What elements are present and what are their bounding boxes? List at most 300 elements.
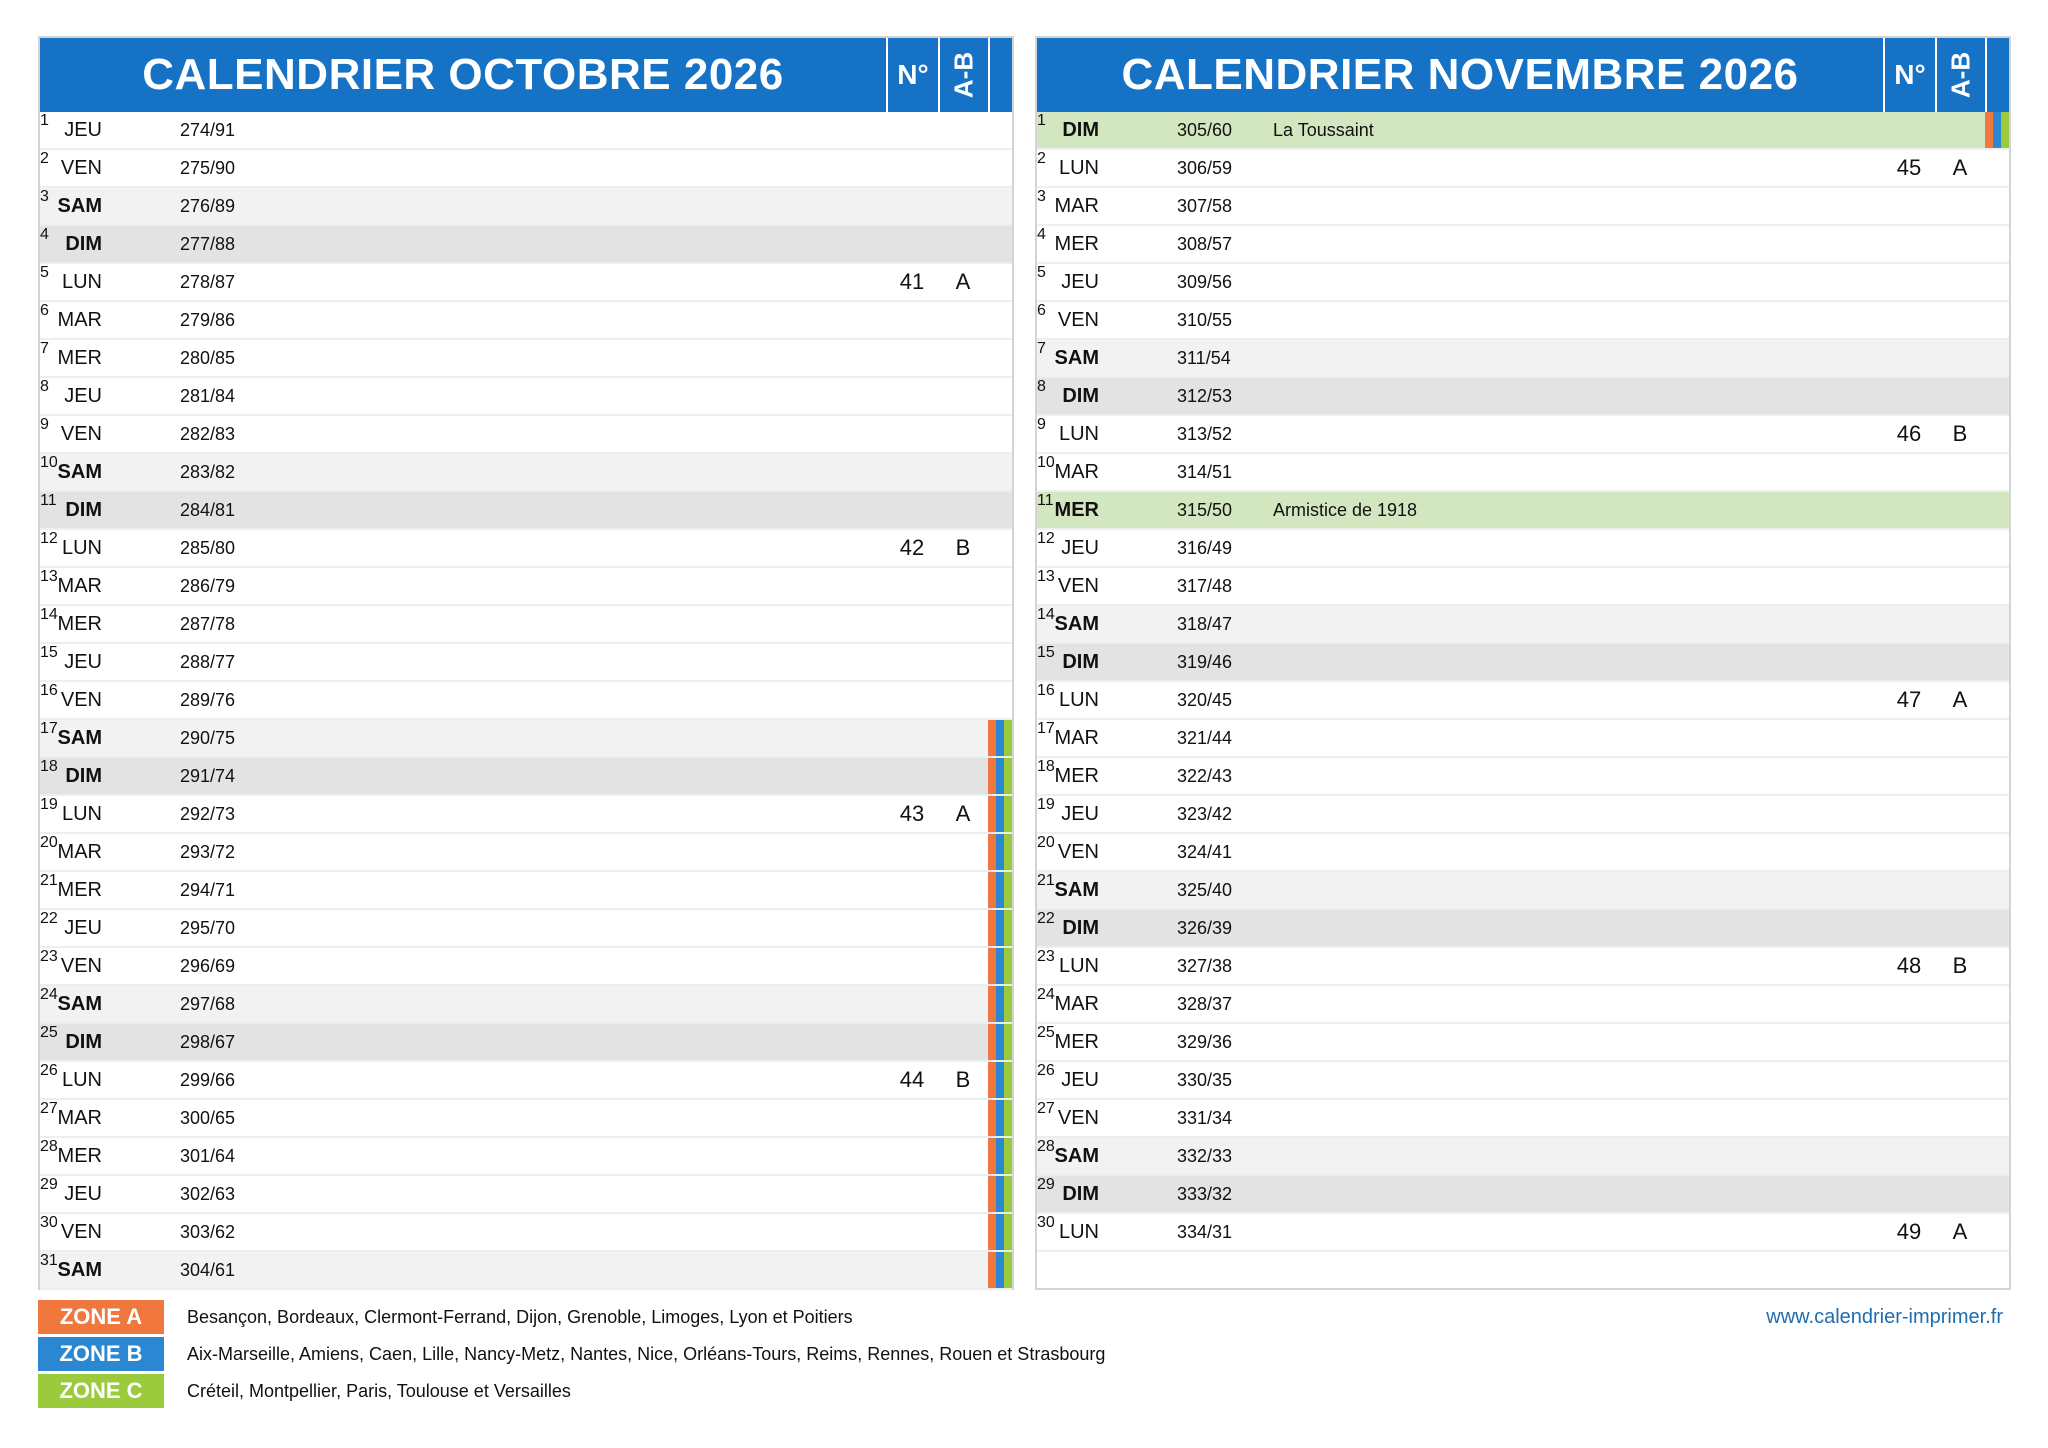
october-header — [40, 38, 1012, 112]
zone-bar — [988, 872, 996, 908]
day-number: 7 — [40, 340, 49, 357]
day-of-year: 301/64 — [180, 1146, 236, 1166]
day-name: SAM — [1054, 347, 1099, 369]
day-number: 20 — [1037, 834, 1055, 851]
october-days — [40, 112, 1012, 1290]
day-of-year: 296/69 — [180, 956, 236, 976]
day-row — [1037, 112, 2009, 150]
day-of-year: 304/61 — [180, 1260, 236, 1280]
week-ab: B — [1952, 421, 1968, 446]
day-number: 4 — [1037, 226, 1046, 243]
day-row — [40, 758, 1012, 796]
november-calendar — [1035, 36, 2011, 1290]
day-row — [1037, 188, 2009, 226]
day-number: 3 — [40, 188, 49, 205]
day-of-year: 326/39 — [1177, 918, 1233, 938]
zone-bar — [1004, 910, 1012, 946]
zone-bar — [988, 948, 996, 984]
day-name: JEU — [1061, 1069, 1099, 1091]
week-number: 49 — [1896, 1219, 1922, 1244]
day-row — [1037, 1176, 2009, 1214]
day-row — [1037, 682, 2009, 720]
october-title: CALENDRIER OCTOBRE 2026 — [142, 50, 784, 99]
day-of-year: 298/67 — [180, 1032, 236, 1052]
zone-bar — [996, 796, 1004, 832]
day-name: VEN — [1057, 841, 1099, 863]
day-of-year: 285/80 — [180, 538, 236, 558]
day-name: MAR — [57, 309, 102, 331]
day-number: 21 — [40, 872, 58, 889]
day-name: LUN — [61, 1069, 102, 1091]
day-number: 10 — [1037, 454, 1055, 471]
week-number: 48 — [1896, 953, 1922, 978]
day-of-year: 332/33 — [1177, 1146, 1233, 1166]
day-name: LUN — [1058, 955, 1099, 977]
day-number: 18 — [40, 758, 58, 775]
school-holiday-zones — [988, 1214, 1012, 1250]
day-row — [40, 1062, 1012, 1100]
day-row — [40, 986, 1012, 1024]
legend-zone-c — [38, 1374, 1188, 1410]
zone-bar — [1985, 112, 1993, 148]
day-row — [1037, 1024, 2009, 1062]
zone-bar — [988, 1100, 996, 1136]
zone-bar — [996, 948, 1004, 984]
day-number: 1 — [40, 112, 49, 129]
day-name: MER — [57, 347, 102, 369]
day-number: 12 — [1037, 530, 1055, 547]
day-name: SAM — [1054, 1145, 1099, 1167]
school-holiday-zones — [1985, 112, 2009, 148]
zone-bar — [988, 1062, 996, 1098]
day-number: 14 — [1037, 606, 1055, 623]
day-of-year: 309/56 — [1177, 272, 1233, 292]
day-number: 28 — [40, 1138, 58, 1155]
week-number: 44 — [899, 1067, 925, 1092]
day-number: 8 — [40, 378, 49, 395]
day-row — [1037, 416, 2009, 454]
week-number-column-header: N° — [886, 38, 938, 112]
day-of-year: 314/51 — [1177, 462, 1233, 482]
week-ab: A — [1952, 687, 1968, 712]
day-number: 20 — [40, 834, 58, 851]
day-row — [40, 1214, 1012, 1252]
day-name: JEU — [64, 1183, 102, 1205]
day-row — [40, 416, 1012, 454]
day-name: MER — [1054, 1031, 1099, 1053]
day-of-year: 302/63 — [180, 1184, 236, 1204]
day-of-year: 330/35 — [1177, 1070, 1233, 1090]
day-of-year: 311/54 — [1177, 348, 1231, 368]
day-row — [1037, 1138, 2009, 1176]
school-holiday-zones — [988, 872, 1012, 908]
day-row — [40, 1138, 1012, 1176]
day-of-year: 303/62 — [180, 1222, 236, 1242]
day-row — [40, 948, 1012, 986]
day-name: DIM — [65, 765, 102, 787]
day-name: JEU — [1061, 537, 1099, 559]
day-number: 30 — [40, 1214, 58, 1231]
zone-bar — [988, 1214, 996, 1250]
zone-bar — [1004, 872, 1012, 908]
school-holiday-zones — [988, 1062, 1012, 1098]
school-holiday-zones — [988, 834, 1012, 870]
zone-bar — [996, 1176, 1004, 1212]
zone-bar — [1004, 720, 1012, 756]
day-row — [40, 834, 1012, 872]
day-row — [1037, 454, 2009, 492]
zone-legend — [38, 1300, 1188, 1411]
day-of-year: 278/87 — [180, 272, 236, 292]
day-of-year: 322/43 — [1177, 766, 1233, 786]
day-of-year: 288/77 — [180, 652, 236, 672]
day-row — [40, 1252, 1012, 1290]
day-row — [40, 644, 1012, 682]
zone-bar — [1004, 834, 1012, 870]
school-holiday-zones — [988, 1176, 1012, 1212]
zone-bar — [996, 758, 1004, 794]
day-name: MAR — [1054, 195, 1099, 217]
zone-bar — [1004, 758, 1012, 794]
day-number: 9 — [1037, 416, 1046, 433]
week-ab: A — [1952, 155, 1968, 180]
day-number: 14 — [40, 606, 58, 623]
day-of-year: 318/47 — [1177, 614, 1233, 634]
week-ab: A — [1952, 1219, 1968, 1244]
day-name: MER — [1054, 499, 1099, 521]
day-name: LUN — [61, 537, 102, 559]
school-holiday-zones — [988, 910, 1012, 946]
day-row — [1037, 1062, 2009, 1100]
day-name: LUN — [1058, 1221, 1099, 1243]
day-row — [1037, 302, 2009, 340]
day-number: 25 — [1037, 1024, 1055, 1041]
zone-bar — [1004, 1138, 1012, 1174]
day-row — [40, 264, 1012, 302]
day-of-year: 324/41 — [1177, 842, 1233, 862]
day-name: VEN — [60, 157, 102, 179]
day-of-year: 315/50 — [1177, 500, 1233, 520]
day-row — [40, 302, 1012, 340]
day-of-year: 307/58 — [1177, 196, 1233, 216]
day-number: 19 — [1037, 796, 1055, 813]
zone-bar — [1993, 112, 2001, 148]
day-of-year: 279/86 — [180, 310, 236, 330]
day-of-year: 319/46 — [1177, 652, 1233, 672]
day-number: 17 — [1037, 720, 1055, 737]
day-number: 17 — [40, 720, 58, 737]
day-number: 30 — [1037, 1214, 1055, 1231]
zone-bar — [988, 1176, 996, 1212]
day-of-year: 325/40 — [1177, 880, 1233, 900]
day-of-year: 277/88 — [180, 234, 236, 254]
zone-c-badge: ZONE C — [38, 1374, 164, 1408]
day-of-year: 292/73 — [180, 804, 236, 824]
day-number: 5 — [40, 264, 49, 281]
day-row — [40, 606, 1012, 644]
day-of-year: 317/48 — [1177, 576, 1233, 596]
zone-bar — [996, 720, 1004, 756]
day-row — [1037, 492, 2009, 530]
day-name: MER — [57, 613, 102, 635]
day-name: VEN — [1057, 1107, 1099, 1129]
zone-bar — [988, 1252, 996, 1288]
zone-bar — [996, 1024, 1004, 1060]
day-of-year: 287/78 — [180, 614, 236, 634]
zone-bar — [988, 1024, 996, 1060]
day-name: VEN — [60, 955, 102, 977]
day-row — [1037, 1214, 2009, 1252]
day-of-year: 293/72 — [180, 842, 236, 862]
week-number: 42 — [899, 535, 925, 560]
day-name: VEN — [1057, 309, 1099, 331]
school-holiday-zones — [988, 986, 1012, 1022]
day-name: LUN — [1058, 689, 1099, 711]
day-name: VEN — [60, 689, 102, 711]
day-of-year: 316/49 — [1177, 538, 1233, 558]
day-row — [40, 1100, 1012, 1138]
day-row — [40, 530, 1012, 568]
day-number: 26 — [1037, 1062, 1055, 1079]
day-row — [1037, 758, 2009, 796]
day-of-year: 291/74 — [180, 766, 236, 786]
day-of-year: 333/32 — [1177, 1184, 1233, 1204]
day-name: SAM — [57, 461, 102, 483]
legend-zone-b — [38, 1337, 1188, 1373]
day-number: 4 — [40, 226, 49, 243]
zone-bar — [996, 910, 1004, 946]
day-row — [1037, 872, 2009, 910]
day-name: MER — [1054, 233, 1099, 255]
day-row — [40, 1024, 1012, 1062]
day-number: 25 — [40, 1024, 58, 1041]
day-row — [1037, 568, 2009, 606]
day-of-year: 300/65 — [180, 1108, 236, 1128]
day-name: DIM — [1062, 917, 1099, 939]
day-row — [1037, 150, 2009, 188]
day-number: 2 — [1037, 150, 1046, 167]
day-name: DIM — [65, 499, 102, 521]
event-label: Armistice de 1918 — [1273, 500, 1418, 520]
day-name: SAM — [1054, 879, 1099, 901]
day-of-year: 308/57 — [1177, 234, 1233, 254]
day-name: SAM — [1054, 613, 1099, 635]
day-number: 29 — [1037, 1176, 1055, 1193]
day-of-year: 297/68 — [180, 994, 236, 1014]
day-number: 24 — [1037, 986, 1055, 1003]
school-holiday-zones — [988, 1024, 1012, 1060]
zone-bar — [996, 1252, 1004, 1288]
day-name: SAM — [57, 1259, 102, 1281]
day-name: JEU — [64, 119, 102, 141]
zone-b-cities: Aix-Marseille, Amiens, Caen, Lille, Nancy-Metz, Nantes, Nice, Orléans-Tours, Reims, Rennes, Rouen et Strasbourg — [187, 1344, 1106, 1364]
day-row — [40, 226, 1012, 264]
day-of-year: 289/76 — [180, 690, 236, 710]
zone-bar — [996, 1214, 1004, 1250]
day-number: 28 — [1037, 1138, 1055, 1155]
school-holiday-zones — [988, 796, 1012, 832]
day-of-year: 294/71 — [180, 880, 236, 900]
day-number: 8 — [1037, 378, 1046, 395]
day-row — [1037, 340, 2009, 378]
day-of-year: 329/36 — [1177, 1032, 1233, 1052]
week-number: 46 — [1896, 421, 1922, 446]
day-row — [1037, 530, 2009, 568]
zone-bar — [2001, 112, 2009, 148]
day-of-year: 281/84 — [180, 386, 236, 406]
day-number: 15 — [1037, 644, 1055, 661]
day-name: VEN — [60, 1221, 102, 1243]
day-number: 29 — [40, 1176, 58, 1193]
zone-bar — [1004, 1176, 1012, 1212]
week-number: 41 — [899, 269, 925, 294]
day-of-year: 323/42 — [1177, 804, 1233, 824]
november-header — [1037, 38, 2009, 112]
day-number: 31 — [40, 1252, 58, 1269]
zone-bar — [1004, 986, 1012, 1022]
week-number: 47 — [1896, 687, 1922, 712]
zone-bar — [988, 986, 996, 1022]
day-number: 18 — [1037, 758, 1055, 775]
zone-bar — [988, 910, 996, 946]
day-row — [40, 378, 1012, 416]
day-name: MAR — [57, 841, 102, 863]
day-number: 16 — [40, 682, 58, 699]
day-number: 23 — [40, 948, 58, 965]
week-number: 43 — [899, 801, 925, 826]
day-name: JEU — [64, 385, 102, 407]
day-row — [40, 1176, 1012, 1214]
day-number: 12 — [40, 530, 58, 547]
day-number: 9 — [40, 416, 49, 433]
day-number: 1 — [1037, 112, 1046, 129]
legend-zone-a — [38, 1300, 1188, 1336]
day-name: MER — [1054, 765, 1099, 787]
day-of-year: 275/90 — [180, 158, 236, 178]
day-name: MAR — [57, 575, 102, 597]
zone-bar — [1004, 1024, 1012, 1060]
day-name: DIM — [65, 1031, 102, 1053]
day-name: DIM — [65, 233, 102, 255]
day-number: 7 — [1037, 340, 1046, 357]
day-number: 24 — [40, 986, 58, 1003]
day-number: 19 — [40, 796, 58, 813]
day-row — [1037, 264, 2009, 302]
day-name: MER — [57, 879, 102, 901]
day-name: SAM — [57, 727, 102, 749]
day-row — [1037, 834, 2009, 872]
day-of-year: 283/82 — [180, 462, 236, 482]
day-number: 15 — [40, 644, 58, 661]
week-ab-column-header: A-B — [1935, 38, 1985, 112]
zone-bar — [988, 1138, 996, 1174]
day-name: DIM — [1062, 651, 1099, 673]
day-of-year: 295/70 — [180, 918, 236, 938]
zone-bar — [988, 834, 996, 870]
event-label: La Toussaint — [1273, 120, 1374, 140]
day-row — [40, 872, 1012, 910]
website-link[interactable]: www.calendrier-imprimer.fr — [1766, 1306, 2003, 1328]
school-holiday-zones — [988, 948, 1012, 984]
day-number: 21 — [1037, 872, 1055, 889]
day-number: 5 — [1037, 264, 1046, 281]
zone-bar — [996, 986, 1004, 1022]
day-number: 16 — [1037, 682, 1055, 699]
week-ab: B — [1952, 953, 1968, 978]
week-ab: B — [955, 1067, 971, 1092]
school-holiday-zones — [988, 758, 1012, 794]
school-holiday-zones — [988, 1100, 1012, 1136]
day-name: JEU — [64, 917, 102, 939]
zone-bar — [996, 872, 1004, 908]
day-of-year: 313/52 — [1177, 424, 1233, 444]
day-row — [40, 568, 1012, 606]
day-of-year: 299/66 — [180, 1070, 236, 1090]
day-of-year: 321/44 — [1177, 728, 1233, 748]
day-name: JEU — [1061, 271, 1099, 293]
october-calendar — [38, 36, 1014, 1290]
day-row — [1037, 378, 2009, 416]
zone-bar — [1004, 1100, 1012, 1136]
zone-bar — [996, 834, 1004, 870]
zone-bar — [1004, 948, 1012, 984]
zone-bar — [1004, 796, 1012, 832]
day-number: 11 — [1037, 492, 1054, 509]
day-row — [40, 188, 1012, 226]
day-number: 22 — [1037, 910, 1055, 927]
day-of-year: 276/89 — [180, 196, 236, 216]
zone-bar — [996, 1062, 1004, 1098]
day-of-year: 328/37 — [1177, 994, 1233, 1014]
day-of-year: 305/60 — [1177, 120, 1233, 140]
day-row — [40, 112, 1012, 150]
day-name: SAM — [57, 993, 102, 1015]
day-of-year: 327/38 — [1177, 956, 1233, 976]
day-name: MAR — [1054, 993, 1099, 1015]
day-row — [40, 796, 1012, 834]
day-number: 27 — [1037, 1100, 1055, 1117]
day-name: MAR — [57, 1107, 102, 1129]
day-of-year: 320/45 — [1177, 690, 1233, 710]
day-name: MAR — [1054, 727, 1099, 749]
week-number-column-header: N° — [1883, 38, 1935, 112]
day-row — [1037, 910, 2009, 948]
day-name: DIM — [1062, 119, 1099, 141]
day-name: DIM — [1062, 385, 1099, 407]
day-name: JEU — [64, 651, 102, 673]
day-name: MER — [57, 1145, 102, 1167]
day-of-year: 286/79 — [180, 576, 236, 596]
zone-b-badge: ZONE B — [38, 1337, 164, 1371]
day-of-year: 282/83 — [180, 424, 236, 444]
day-row — [40, 150, 1012, 188]
day-name: SAM — [57, 195, 102, 217]
zone-bar — [988, 758, 996, 794]
day-row — [40, 492, 1012, 530]
day-name: LUN — [1058, 423, 1099, 445]
day-number: 6 — [40, 302, 49, 319]
week-ab-column-header: A-B — [938, 38, 988, 112]
day-name: LUN — [61, 803, 102, 825]
november-title: CALENDRIER NOVEMBRE 2026 — [1121, 50, 1799, 99]
zone-column-header — [988, 38, 1012, 112]
day-number: 26 — [40, 1062, 58, 1079]
day-name: DIM — [1062, 1183, 1099, 1205]
zone-column-header — [1985, 38, 2009, 112]
zone-bar — [996, 1138, 1004, 1174]
day-name: MAR — [1054, 461, 1099, 483]
zone-a-cities: Besançon, Bordeaux, Clermont-Ferrand, Dijon, Grenoble, Limoges, Lyon et Poitiers — [187, 1307, 853, 1327]
